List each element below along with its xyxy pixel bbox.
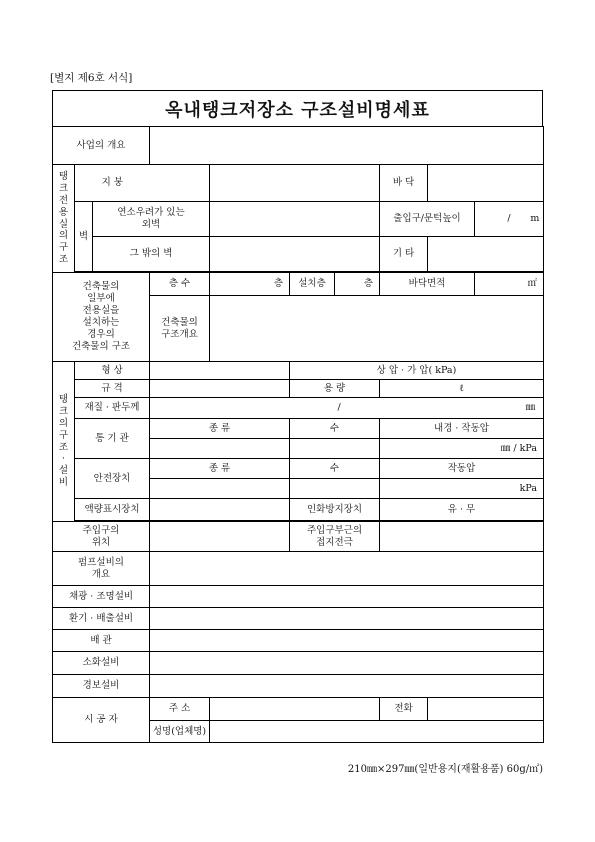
shape-label: 형 상: [75, 362, 150, 380]
building-overview-label: 건축물의 구조개요: [150, 296, 210, 362]
install-floor-field[interactable]: [335, 273, 380, 296]
safety-type-field[interactable]: [150, 479, 290, 499]
anti-ignition-field[interactable]: [380, 499, 544, 521]
anti-ignition-label: 인화방지장치: [290, 499, 380, 521]
building-overview-field[interactable]: [210, 296, 544, 362]
entrance-field[interactable]: [475, 202, 544, 237]
spec-label: 규 격: [75, 380, 150, 398]
contractor-name-field[interactable]: [210, 721, 544, 743]
roof-field[interactable]: [210, 165, 380, 202]
inlet-ground-field[interactable]: [380, 522, 544, 552]
pump-field[interactable]: [150, 552, 544, 586]
vent-diameter-label: 내경 · 작동압: [380, 419, 544, 439]
safety-type-label: 종 류: [150, 459, 290, 479]
floor-field[interactable]: [428, 165, 544, 202]
contractor-address-label: 주 소: [150, 698, 210, 721]
tank-room-group-label: 탱 크 전 용 실 의 구 조: [53, 165, 75, 273]
inlet-position-label: 주입구의 위치: [53, 522, 150, 552]
floors-field[interactable]: [210, 273, 290, 296]
tank-group-label: 탱 크 의 구 조 · 설 비: [53, 362, 75, 522]
alarm-field[interactable]: [150, 675, 544, 698]
wall-label: 벽: [75, 202, 93, 272]
vent-pipe-label: 통 기 관: [75, 419, 150, 459]
pressure-label: 상 압 · 가 압( kPa): [290, 362, 544, 380]
piping-field[interactable]: [150, 630, 544, 652]
safety-pressure-field[interactable]: [380, 479, 544, 499]
vent-diameter-field[interactable]: [380, 439, 544, 459]
vent-count-field[interactable]: [290, 439, 380, 459]
etc-label: 기 타: [380, 237, 428, 272]
lighting-field[interactable]: [150, 586, 544, 608]
yes-no-option: 유 · 무: [447, 503, 476, 515]
safety-unit: kPa: [519, 482, 537, 494]
piping-label: 배 관: [53, 630, 150, 652]
vent-type-field[interactable]: [150, 439, 290, 459]
alarm-label: 경보설비: [53, 675, 150, 698]
spec-field[interactable]: [150, 380, 290, 398]
entrance-unit: m: [530, 213, 540, 225]
capacity-label: 용 량: [290, 380, 380, 398]
floor-label: 바 닥: [380, 165, 428, 202]
vent-count-label: 수: [290, 419, 380, 439]
safety-device-label: 안전장치: [75, 459, 150, 499]
fire-extinguishing-field[interactable]: [150, 652, 544, 675]
paper-spec-footer: 210㎜×297㎜(일반용지(재활용품) 60g/㎡): [347, 764, 543, 775]
safety-count-field[interactable]: [290, 479, 380, 499]
level-gauge-label: 액량표시장치: [75, 499, 150, 521]
capacity-unit: ℓ: [459, 382, 464, 394]
business-overview-field[interactable]: [150, 127, 544, 165]
install-floor-unit: 층: [363, 278, 373, 290]
spec-table: [52, 126, 544, 743]
fire-extinguishing-label: 소화설비: [53, 652, 150, 675]
other-wall-label: 그 밖의 벽: [93, 237, 210, 272]
fire-wall-label: 연소우려가 있는 외벽: [93, 202, 210, 237]
contractor-name-label: 성명(업체명): [150, 721, 210, 743]
ventilation-field[interactable]: [150, 608, 544, 630]
building-structure-label: 건축물의 일부에 전용실을 설치하는 경우의 건축물의 구조: [53, 273, 150, 362]
contractor-phone-field[interactable]: [428, 698, 544, 721]
material-slash: /: [337, 402, 341, 414]
pump-label: 펌프설비의 개요: [53, 552, 150, 586]
shape-field[interactable]: [150, 362, 290, 380]
roof-label: 지 붕: [75, 165, 150, 202]
floor-area-label: 바닥면적: [380, 273, 475, 296]
vent-type-label: 종 류: [150, 419, 290, 439]
business-overview-label: 사업의 개요: [53, 127, 150, 165]
safety-pressure-label: 작동압: [380, 459, 544, 479]
vent-units: ㎜ / kPa: [500, 442, 537, 454]
safety-count-label: 수: [290, 459, 380, 479]
contractor-address-field[interactable]: [210, 698, 380, 721]
level-gauge-field[interactable]: [150, 499, 290, 521]
material-label: 재질 · 판두께: [75, 398, 150, 419]
floor-area-field[interactable]: [475, 273, 544, 296]
floors-label: 층 수: [150, 273, 210, 296]
inlet-ground-label: 주입구부근의 접지전극: [290, 522, 380, 552]
form-title: [52, 90, 543, 126]
contractor-phone-label: 전화: [380, 698, 428, 721]
material-field[interactable]: [150, 398, 544, 419]
form-number: [별지 제6호 서식]: [50, 72, 133, 84]
fire-wall-field[interactable]: [210, 202, 380, 237]
title-text: 옥내탱크저장소 구조설비명세표: [165, 99, 430, 121]
floors-unit: 층: [273, 278, 283, 290]
contractor-label: 시 공 자: [53, 698, 150, 743]
material-unit: ㎜: [525, 402, 536, 414]
ventilation-label: 환기 · 배출설비: [53, 608, 150, 630]
inlet-position-field[interactable]: [150, 522, 290, 552]
install-floor-label: 설치층: [290, 273, 335, 296]
floor-area-unit: ㎡: [527, 278, 537, 290]
entrance-label: 출입구/문턱높이: [380, 202, 475, 237]
etc-field[interactable]: [428, 237, 544, 272]
entrance-slash: /: [507, 213, 511, 225]
other-wall-field[interactable]: [210, 237, 380, 272]
capacity-field[interactable]: [380, 380, 544, 398]
lighting-label: 채광 · 조명설비: [53, 586, 150, 608]
